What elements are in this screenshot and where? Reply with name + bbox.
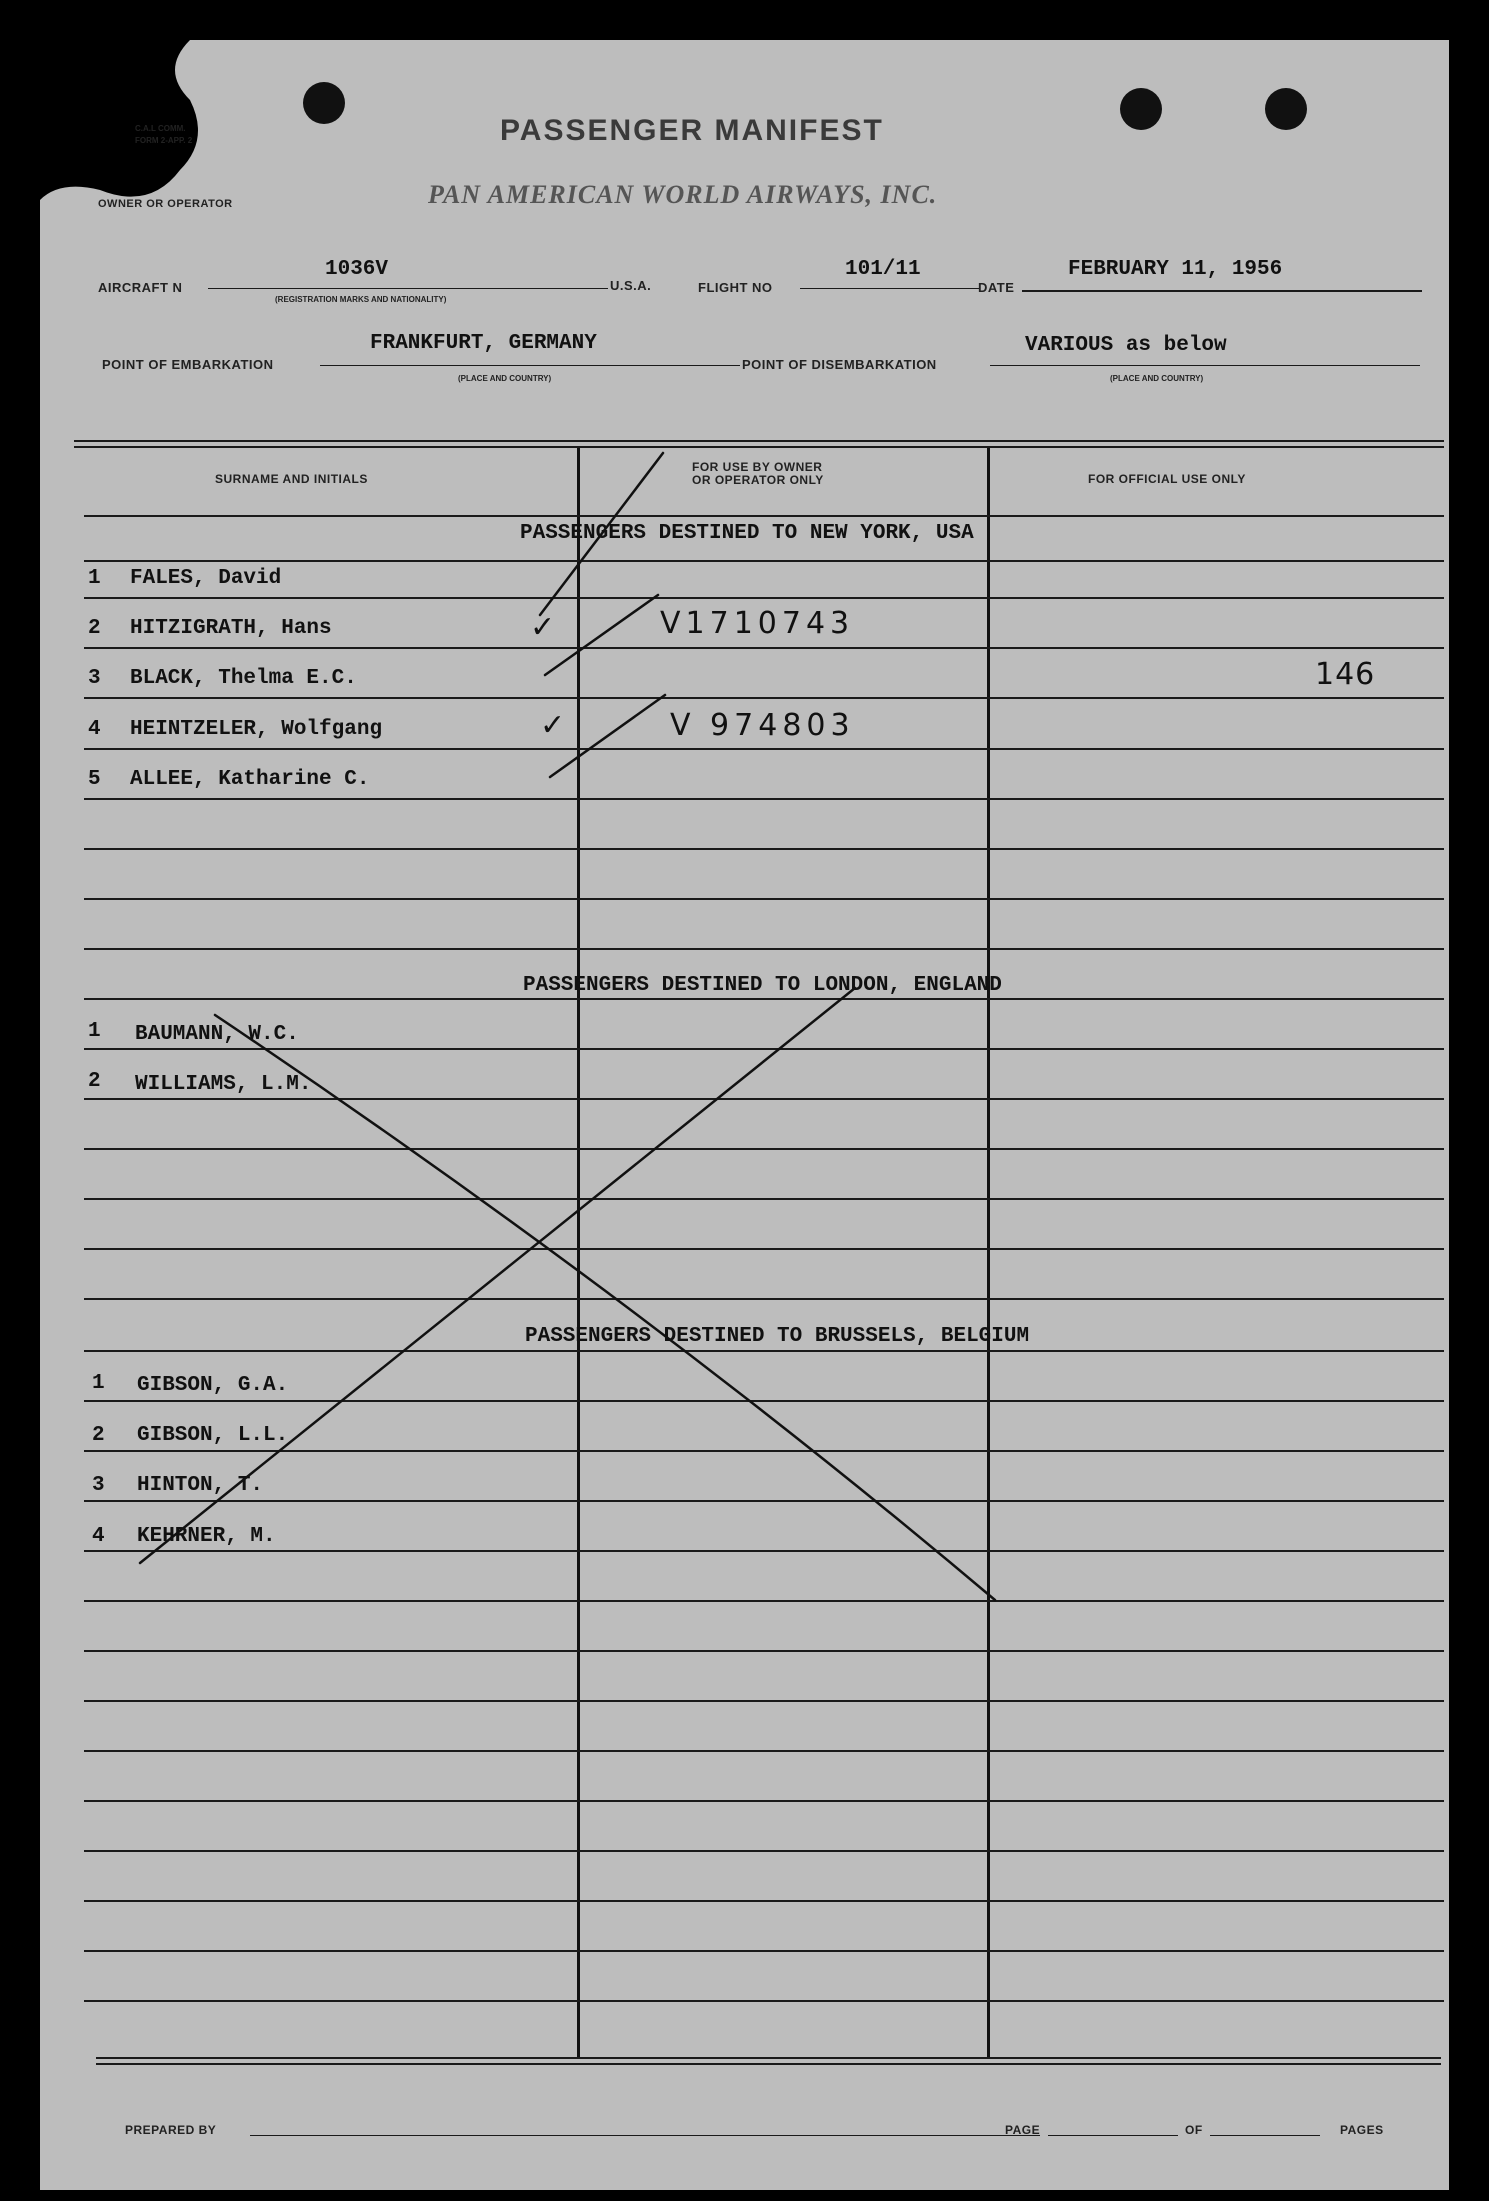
flight-number: 101/11: [845, 258, 921, 281]
passenger-name: HITZIGRATH, Hans: [130, 617, 332, 640]
usa-label: U.S.A.: [610, 278, 652, 293]
col-official-use: FOR OFFICIAL USE ONLY: [1088, 472, 1246, 486]
disembarkation-label: POINT OF DISEMBARKATION: [742, 357, 937, 372]
form-code-line2: FORM 2-APP. 2: [135, 136, 193, 145]
passenger-name: KEHRNER, M.: [137, 1525, 276, 1548]
disembarkation-caption: (PLACE AND COUNTRY): [1110, 374, 1204, 383]
row-number: 4: [88, 718, 101, 741]
passenger-name: BAUMANN, W.C.: [135, 1023, 299, 1046]
row-number: 1: [88, 1020, 101, 1043]
row-number: 4: [92, 1525, 105, 1548]
passenger-name: FALES, David: [130, 567, 282, 590]
passenger-name: HEINTZELER, Wolfgang: [130, 718, 383, 741]
row-number: 1: [88, 567, 101, 590]
passenger-name: WILLIAMS, L.M.: [135, 1073, 312, 1096]
company-name: PAN AMERICAN WORLD AIRWAYS, INC.: [428, 180, 938, 209]
page-label: PAGE: [1005, 2123, 1041, 2137]
official-note: 146: [1315, 657, 1376, 692]
row-number: 5: [88, 768, 101, 791]
row-number: 2: [88, 617, 101, 640]
manifest-sheet: [40, 40, 1449, 2190]
disembarkation-value: VARIOUS as below: [1025, 334, 1227, 357]
row-number: 1: [92, 1372, 105, 1395]
passenger-name: GIBSON, G.A.: [137, 1374, 289, 1397]
visa-number: V 974803: [670, 708, 855, 743]
page-title: PASSENGER MANIFEST: [500, 114, 884, 147]
registration-caption: (REGISTRATION MARKS AND NATIONALITY): [275, 295, 447, 304]
embarkation-value: FRANKFURT, GERMANY: [370, 332, 597, 355]
checkmark: ✓: [530, 610, 561, 645]
col-owner-use-2: OR OPERATOR ONLY: [692, 473, 824, 487]
of-label: OF: [1185, 2123, 1203, 2137]
prepared-by-label: PREPARED BY: [125, 2123, 217, 2137]
flight-date: FEBRUARY 11, 1956: [1068, 258, 1283, 281]
date-label: DATE: [978, 280, 1015, 295]
owner-operator-label: OWNER OR OPERATOR: [98, 198, 233, 210]
passenger-name: HINTON, T.: [137, 1474, 264, 1497]
passenger-name: ALLEE, Katharine C.: [130, 768, 370, 791]
passenger-name: BLACK, Thelma E.C.: [130, 667, 357, 690]
form-code-line1: C.A.L COMM.: [135, 124, 186, 133]
embarkation-caption: (PLACE AND COUNTRY): [458, 374, 552, 383]
group-heading-brussels: PASSENGERS DESTINED TO BRUSSELS, BELGIUM: [525, 1325, 1030, 1348]
col-owner-use-1: FOR USE BY OWNER: [692, 460, 823, 474]
pages-label: PAGES: [1340, 2123, 1384, 2137]
checkmark: ✓: [540, 708, 571, 743]
row-number: 2: [92, 1424, 105, 1447]
flight-no-label: FLIGHT NO: [698, 280, 773, 295]
row-number: 2: [88, 1070, 101, 1093]
aircraft-label: AIRCRAFT N: [98, 280, 183, 295]
aircraft-number: 1036V: [325, 258, 389, 281]
row-number: 3: [88, 667, 101, 690]
hand-marks: [40, 40, 1449, 2190]
group-heading-new-york: PASSENGERS DESTINED TO NEW YORK, USA: [520, 522, 974, 545]
col-surname: SURNAME AND INITIALS: [215, 472, 368, 486]
visa-number: V1710743: [660, 606, 855, 641]
group-heading-london: PASSENGERS DESTINED TO LONDON, ENGLAND: [523, 974, 1002, 997]
row-number: 3: [92, 1474, 105, 1497]
embarkation-label: POINT OF EMBARKATION: [102, 357, 274, 372]
passenger-name: GIBSON, L.L.: [137, 1424, 289, 1447]
